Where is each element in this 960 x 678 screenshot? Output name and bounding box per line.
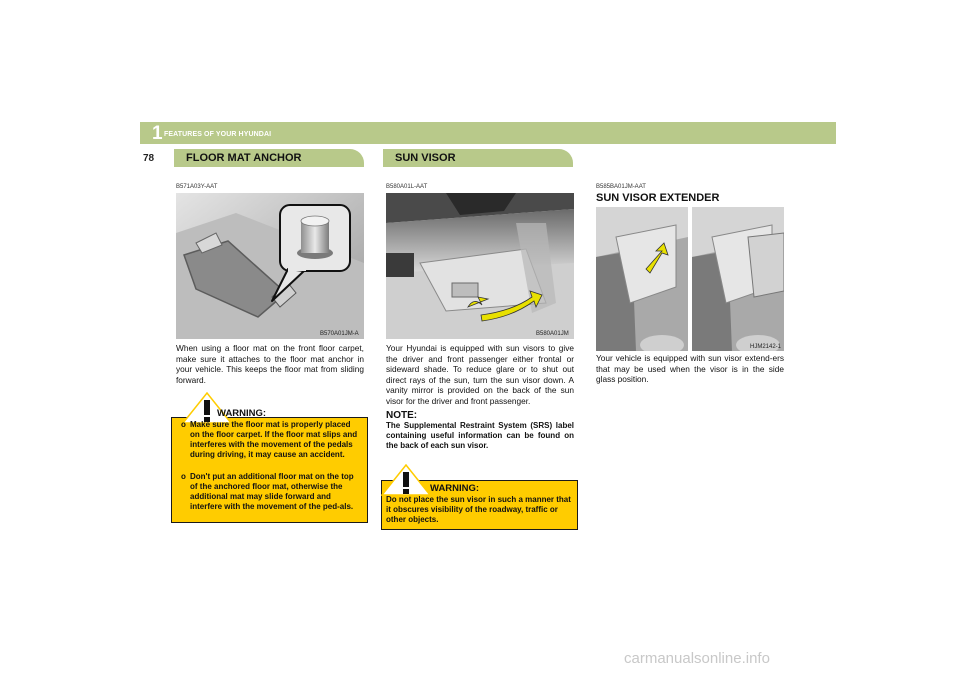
page-number: 78 — [143, 153, 155, 164]
floor-mat-warning-title: WARNING: — [217, 408, 267, 419]
extender-body-text: Your vehicle is equipped with sun visor extend-ers that may be used when the visor is in the side glass position. — [596, 353, 784, 385]
sun-visor-code: B580A01L-AAT — [386, 184, 428, 190]
sun-visor-warning-title: WARNING: — [430, 483, 480, 494]
extender-photo-after — [692, 207, 784, 351]
floor-mat-anchor-photo — [176, 193, 364, 339]
chapter-number: 1 — [152, 123, 163, 144]
warning-triangle-icon — [381, 464, 431, 496]
extender-code: B585BA01JM-AAT — [596, 184, 646, 190]
sun-visor-body-text: Your Hyundai is equipped with sun visors to give the driver and front passenger either frontal or sideward shade. To reduce glare or to shut out direct rays of the sun, turn the sun visor down. A vanity mirror is provided on the back of the sun visor for the driver and front passenger. — [386, 343, 574, 406]
sun-visor-photo — [386, 193, 574, 339]
bullet-marker: o — [181, 420, 186, 429]
sun-visor-heading: SUN VISOR — [395, 152, 456, 164]
floor-mat-warning-item-2: o Don't put an additional floor mat on the top of the anchored floor mat, otherwise the additional mat may slide forward and interfere with the movement of the ped-als. — [181, 472, 354, 511]
sun-visor-note-title: NOTE: — [386, 410, 418, 421]
floor-mat-warning-item-1: o Make sure the floor mat is properly placed on the floor carpet. If the floor mat slips and interferes with the movement of the pedals during driving, it may cause an accident. — [181, 420, 358, 459]
sun-visor-warning-text: Do not place the sun visor in such a manner that it obscures visibility of the roadway, traffic or other objects. — [386, 495, 571, 524]
sun-visor-section-tab — [383, 149, 573, 167]
footer-watermark: carmanualsonline.info — [624, 650, 770, 667]
extender-photo-before — [596, 207, 688, 351]
extender-photo-code: HJM2142-1 — [750, 344, 782, 350]
floor-mat-section-tab — [174, 149, 364, 167]
floor-mat-body-text: When using a floor mat on the front floor carpet, make sure it attaches to the floor mat anchor in your vehicle. This keeps the floor mat from sliding forward. — [176, 343, 364, 385]
chapter-title: FEATURES OF YOUR HYUNDAI — [164, 131, 272, 138]
floor-mat-photo-code: B570A01JM-A — [320, 331, 359, 337]
sun-visor-note-text: The Supplemental Restraint System (SRS) label containing useful information can be found on the back of each sun visor. — [386, 421, 574, 451]
bullet-marker: o — [181, 472, 186, 481]
floor-mat-code: B571A03Y-AAT — [176, 184, 218, 190]
sun-visor-photo-code: B580A01JM — [536, 331, 569, 337]
extender-heading: SUN VISOR EXTENDER — [596, 192, 720, 204]
floor-mat-heading: FLOOR MAT ANCHOR — [186, 152, 302, 164]
